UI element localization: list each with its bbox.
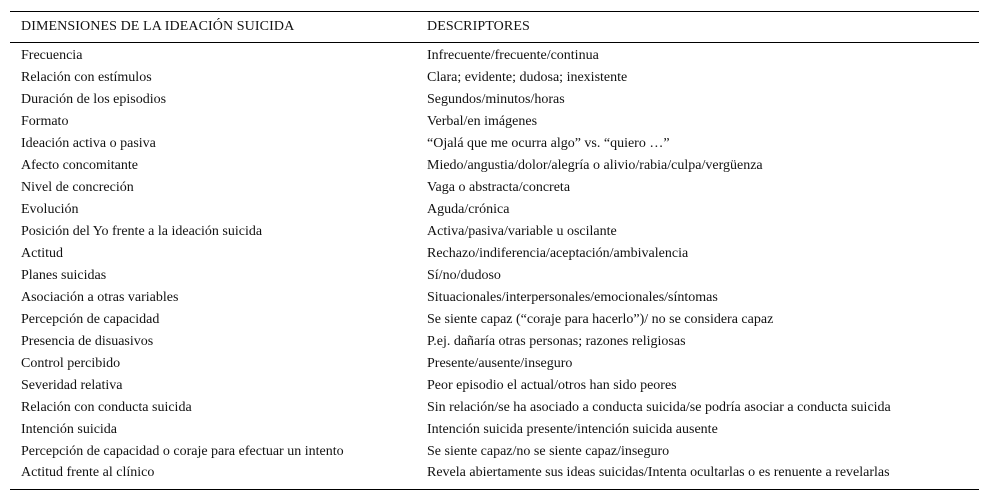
dimension-cell: Control percibido (21, 356, 121, 371)
descriptor-cell: Presente/ausente/inseguro (427, 356, 573, 371)
suicidal-ideation-table (10, 11, 979, 490)
dimension-cell: Intención suicida (21, 422, 118, 437)
descriptor-cell: P.ej. dañaría otras personas; razones religiosas (427, 334, 686, 349)
table-row (10, 111, 979, 133)
table-row (10, 133, 979, 155)
descriptor-cell: Revela abiertamente sus ideas suicidas/Intenta ocultarlas o es renuente a revelarlas (416, 463, 979, 490)
table-row (10, 177, 979, 199)
table-row (10, 353, 979, 375)
descriptor-cell: Activa/pasiva/variable u oscilante (427, 224, 617, 239)
descriptor-cell: Segundos/minutos/horas (427, 92, 565, 107)
table-row (10, 441, 979, 463)
dimension-cell: Afecto concomitante (21, 158, 139, 173)
table-row (10, 463, 979, 490)
dimension-cell: Asociación a otras variables (21, 290, 179, 305)
descriptor-cell: Rechazo/indiferencia/aceptación/ambivalencia (427, 246, 689, 261)
dimension-cell: Duración de los episodios (21, 92, 167, 107)
table-header (10, 12, 979, 43)
dimension-cell: Formato (21, 114, 69, 129)
table-row (10, 221, 979, 243)
table-row (10, 287, 979, 309)
dimension-cell: Frecuencia (21, 48, 83, 63)
dimension-cell: Actitud frente al clínico (10, 463, 416, 490)
dimension-cell: Percepción de capacidad (21, 312, 160, 327)
dimension-cell: Relación con estímulos (21, 70, 152, 85)
header-row (10, 12, 979, 43)
descriptor-cell: Clara; evidente; dudosa; inexistente (427, 70, 628, 85)
dimension-cell: Ideación activa o pasiva (21, 136, 156, 151)
dimension-cell: Relación con conducta suicida (21, 400, 192, 415)
descriptor-cell: Aguda/crónica (427, 202, 510, 217)
dimension-cell: Nivel de concreción (21, 180, 134, 195)
table-row (10, 331, 979, 353)
table-row (10, 375, 979, 397)
descriptor-cell: Intención suicida presente/intención suicida ausente (427, 422, 718, 437)
descriptor-cell: Miedo/angustia/dolor/alegría o alivio/rabia/culpa/vergüenza (427, 158, 763, 173)
table-row (10, 309, 979, 331)
dimension-cell: Planes suicidas (21, 268, 107, 283)
table-row (10, 397, 979, 419)
table-row (10, 43, 979, 68)
table-row (10, 155, 979, 177)
table-body (10, 43, 979, 490)
table-row (10, 419, 979, 441)
dimension-cell: Posición del Yo frente a la ideación suicida (21, 224, 263, 239)
dimension-cell: Presencia de disuasivos (21, 334, 154, 349)
table-row (10, 243, 979, 265)
descriptor-cell: Se siente capaz/no se siente capaz/inseguro (427, 444, 670, 459)
descriptor-cell: Se siente capaz (“coraje para hacerlo”)/ no se considera capaz (427, 312, 774, 327)
table-row (10, 265, 979, 287)
dimension-cell: Actitud (21, 246, 63, 261)
dimension-cell: Evolución (21, 202, 79, 217)
descriptor-cell: Peor episodio el actual/otros han sido peores (427, 378, 677, 393)
table-row (10, 67, 979, 89)
descriptor-cell: Sí/no/dudoso (427, 268, 501, 283)
header-dimensions: DIMENSIONES DE LA IDEACIÓN SUICIDA (10, 12, 416, 43)
table-row (10, 89, 979, 111)
dimension-cell: Severidad relativa (21, 378, 123, 393)
descriptor-cell: Sin relación/se ha asociado a conducta suicida/se podría asociar a conducta suicida (427, 400, 891, 415)
header-descriptors: DESCRIPTORES (416, 12, 979, 43)
descriptor-cell: Situacionales/interpersonales/emocionales/síntomas (427, 290, 718, 305)
descriptor-cell: “Ojalá que me ocurra algo” vs. “quiero …” (427, 136, 670, 151)
table-row (10, 199, 979, 221)
dimension-cell: Percepción de capacidad o coraje para efectuar un intento (21, 444, 344, 459)
descriptor-cell: Vaga o abstracta/concreta (427, 180, 571, 195)
descriptor-cell: Verbal/en imágenes (427, 114, 538, 129)
descriptor-cell: Infrecuente/frecuente/continua (427, 48, 599, 63)
suicidal-ideation-table-container (10, 11, 979, 490)
